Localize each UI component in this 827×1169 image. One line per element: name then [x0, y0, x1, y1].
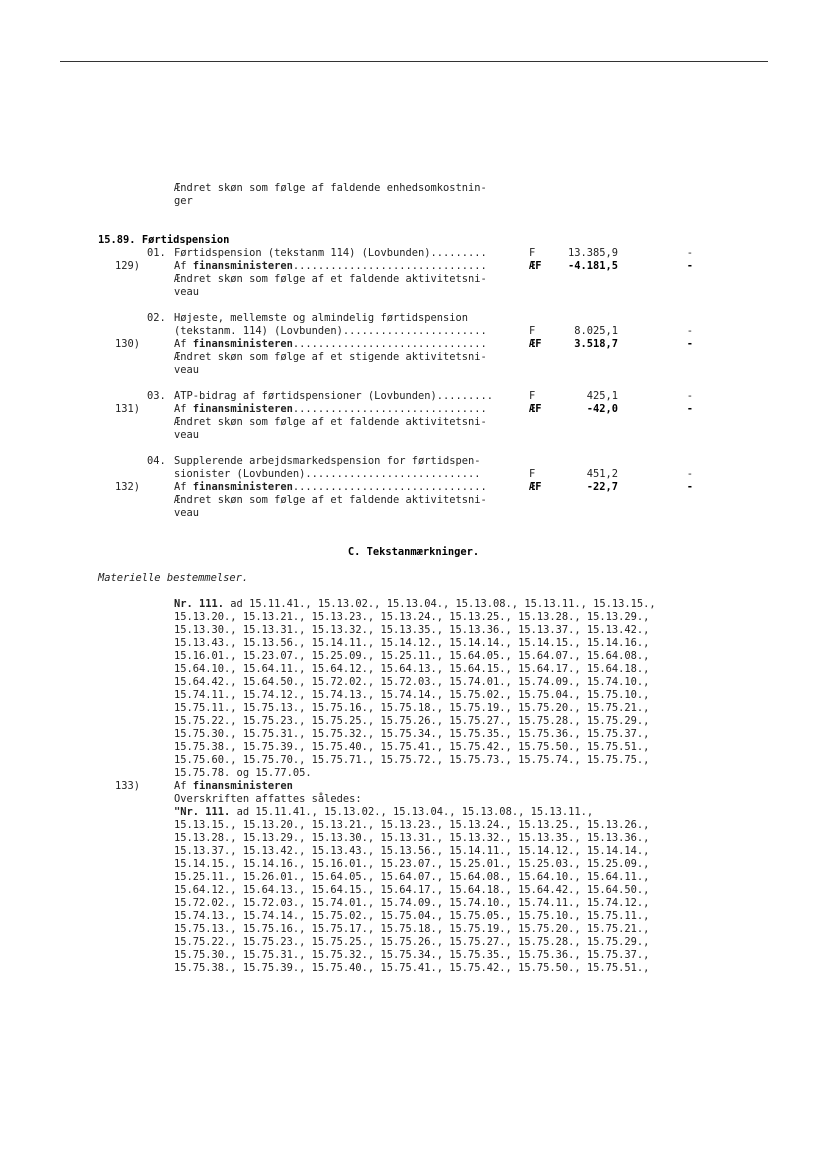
amendment-line: Af finansministeren...............................	[174, 403, 487, 415]
item-value: -	[686, 390, 693, 402]
reference-line: 15.75.22., 15.75.23., 15.75.25., 15.75.26., 15.75.27., 15.75.28., 15.75.29.,	[174, 936, 650, 948]
overskrift-line: Overskriften affattes således:	[174, 793, 362, 805]
item-note: veau	[174, 286, 200, 298]
item-reference: 132)	[115, 481, 141, 493]
reference-line: 15.13.20., 15.13.21., 15.13.23., 15.13.24., 15.13.25., 15.13.28., 15.13.29.,	[174, 611, 650, 623]
amendment-value: -	[686, 481, 693, 493]
amendment-line: Af finansministeren...............................	[174, 338, 487, 350]
item-line-number: 04.	[147, 455, 166, 467]
reference-line: 15.75.60., 15.75.70., 15.75.71., 15.75.72., 15.75.73., 15.75.74., 15.75.75.,	[174, 754, 650, 766]
amendment-reference: 133)	[115, 780, 141, 792]
item-value: -	[686, 325, 693, 337]
amendment-line: Af finansministeren	[174, 780, 293, 792]
reference-line: 15.75.30., 15.75.31., 15.75.32., 15.75.34., 15.75.35., 15.75.36., 15.75.37.,	[174, 949, 650, 961]
item-value: 451,2	[586, 468, 618, 480]
item-code: F	[529, 325, 536, 337]
reference-line: 15.64.10., 15.64.11., 15.64.12., 15.64.13., 15.64.15., 15.64.17., 15.64.18.,	[174, 663, 650, 675]
reference-line: 15.72.02., 15.72.03., 15.74.01., 15.74.09., 15.74.10., 15.74.11., 15.74.12.,	[174, 897, 650, 909]
intro-note-line: Ændret skøn som følge af faldende enhedsomkostnin-	[174, 182, 487, 194]
reference-line: 15.14.15., 15.14.16., 15.16.01., 15.23.07., 15.25.01., 15.25.03., 15.25.09.,	[174, 858, 650, 870]
reference-line: 15.75.30., 15.75.31., 15.75.32., 15.75.34., 15.75.35., 15.75.36., 15.75.37.,	[174, 728, 650, 740]
section-title: Førtidspension	[141, 234, 230, 246]
amendment-value: 3.518,7	[574, 338, 618, 350]
reference-line: 15.13.30., 15.13.31., 15.13.32., 15.13.35., 15.13.36., 15.13.37., 15.13.42.,	[174, 624, 650, 636]
amendment-value: -	[686, 338, 693, 350]
item-description: sionister (Lovbunden)............................	[174, 468, 481, 480]
nr-111-block	[174, 598, 656, 780]
minister-name: finansministeren	[192, 403, 293, 415]
reference-line: 15.75.38., 15.75.39., 15.75.40., 15.75.41., 15.75.42., 15.75.50., 15.75.51.,	[174, 962, 650, 974]
item-code: F	[529, 390, 536, 402]
section-number: 15.89.	[98, 234, 136, 246]
minister-name: finansministeren	[192, 260, 293, 272]
reference-line: 15.13.43., 15.13.56., 15.14.11., 15.14.12., 15.14.14., 15.14.15., 15.14.16.,	[174, 637, 650, 649]
amendment-code: ÆF	[529, 338, 542, 350]
item-reference: 131)	[115, 403, 141, 415]
item-line-number: 02.	[147, 312, 166, 324]
reference-line: 15.25.11., 15.26.01., 15.64.05., 15.64.07., 15.64.08., 15.64.10., 15.64.11.,	[174, 871, 650, 883]
amendment-value: -	[686, 260, 693, 272]
minister-name: finansministeren	[192, 780, 293, 792]
quote-block	[174, 806, 649, 975]
item-description: Supplerende arbejdsmarkedspension for førtidspen-	[174, 455, 481, 467]
reference-line: 15.75.13., 15.75.16., 15.75.17., 15.75.18., 15.75.19., 15.75.20., 15.75.21.,	[174, 923, 650, 935]
amendment-code: ÆF	[529, 260, 542, 272]
item-line-number: 03.	[147, 390, 166, 402]
amendment-code: ÆF	[529, 403, 542, 415]
item-line-number: 01.	[147, 247, 166, 259]
amendment-code: ÆF	[529, 481, 542, 493]
item-value: 8.025,1	[574, 325, 618, 337]
section-heading	[98, 234, 229, 247]
reference-line: 15.64.42., 15.64.50., 15.72.02., 15.72.03., 15.74.01., 15.74.09., 15.74.10.,	[174, 676, 650, 688]
part-c-subheading: Materielle bestemmelser.	[98, 572, 249, 584]
reference-line: 15.13.28., 15.13.29., 15.13.30., 15.13.31., 15.13.32., 15.13.35., 15.13.36.,	[174, 832, 650, 844]
part-c-heading: C. Tekstanmærkninger.	[347, 546, 480, 558]
reference-line: 15.75.11., 15.75.13., 15.75.16., 15.75.18., 15.75.19., 15.75.20., 15.75.21.,	[174, 702, 650, 714]
amendment-value: -4.181,5	[567, 260, 618, 272]
nr-first-line: Nr. 111. ad 15.11.41., 15.13.02., 15.13.04., 15.13.08., 15.13.11., 15.13.15.,	[174, 598, 656, 610]
item-note: veau	[174, 364, 200, 376]
reference-line: 15.74.13., 15.74.14., 15.75.02., 15.75.04., 15.75.05., 15.75.10., 15.75.11.,	[174, 910, 650, 922]
nr-label: Nr. 111.	[174, 598, 225, 610]
item-note: Ændret skøn som følge af et faldende aktivitetsni-	[174, 273, 487, 285]
reference-line: 15.74.11., 15.74.12., 15.74.13., 15.74.14., 15.75.02., 15.75.04., 15.75.10.,	[174, 689, 650, 701]
item-code: F	[529, 468, 536, 480]
intro-note-line: ger	[174, 195, 193, 207]
reference-line: 15.13.37., 15.13.42., 15.13.43., 15.13.56., 15.14.11., 15.14.12., 15.14.14.,	[174, 845, 650, 857]
amendment-value: -22,7	[586, 481, 618, 493]
item-note: Ændret skøn som følge af et faldende aktivitetsni-	[174, 494, 487, 506]
item-description: Førtidspension (tekstanm 114) (Lovbunden).........	[174, 247, 487, 259]
reference-line: 15.13.15., 15.13.20., 15.13.21., 15.13.23., 15.13.24., 15.13.25., 15.13.26.,	[174, 819, 650, 831]
item-note: veau	[174, 429, 200, 441]
amendment-line: Af finansministeren...............................	[174, 260, 487, 272]
item-value: -	[686, 247, 693, 259]
quote-label: "Nr. 111.	[174, 806, 231, 818]
item-note: veau	[174, 507, 200, 519]
reference-line: 15.75.38., 15.75.39., 15.75.40., 15.75.41., 15.75.42., 15.75.50., 15.75.51.,	[174, 741, 650, 753]
item-description: (tekstanm. 114) (Lovbunden).......................	[174, 325, 487, 337]
reference-line: 15.75.22., 15.75.23., 15.75.25., 15.75.26., 15.75.27., 15.75.28., 15.75.29.,	[174, 715, 650, 727]
reference-line: 15.75.78. og 15.77.05.	[174, 767, 312, 779]
reference-line: 15.16.01., 15.23.07., 15.25.09., 15.25.11., 15.64.05., 15.64.07., 15.64.08.,	[174, 650, 650, 662]
item-reference: 130)	[115, 338, 141, 350]
item-reference: 129)	[115, 260, 141, 272]
minister-name: finansministeren	[192, 481, 293, 493]
item-value: 13.385,9	[567, 247, 618, 259]
item-description: Højeste, mellemste og almindelig førtidspension	[174, 312, 469, 324]
amendment-line: Af finansministeren...............................	[174, 481, 487, 493]
reference-line: 15.64.12., 15.64.13., 15.64.15., 15.64.17., 15.64.18., 15.64.42., 15.64.50.,	[174, 884, 650, 896]
amendment-value: -	[686, 403, 693, 415]
item-description: ATP-bidrag af førtidspensioner (Lovbunden).........	[174, 390, 494, 402]
item-code: F	[529, 247, 536, 259]
amendment-value: -42,0	[586, 403, 618, 415]
quote-first-line: "Nr. 111. ad 15.11.41., 15.13.02., 15.13.04., 15.13.08., 15.13.11.,	[174, 806, 594, 818]
item-value: -	[686, 468, 693, 480]
item-note: Ændret skøn som følge af et stigende aktivitetsni-	[174, 351, 487, 363]
item-note: Ændret skøn som følge af et faldende aktivitetsni-	[174, 416, 487, 428]
minister-name: finansministeren	[192, 338, 293, 350]
item-value: 425,1	[586, 390, 618, 402]
header-rule	[60, 61, 768, 62]
